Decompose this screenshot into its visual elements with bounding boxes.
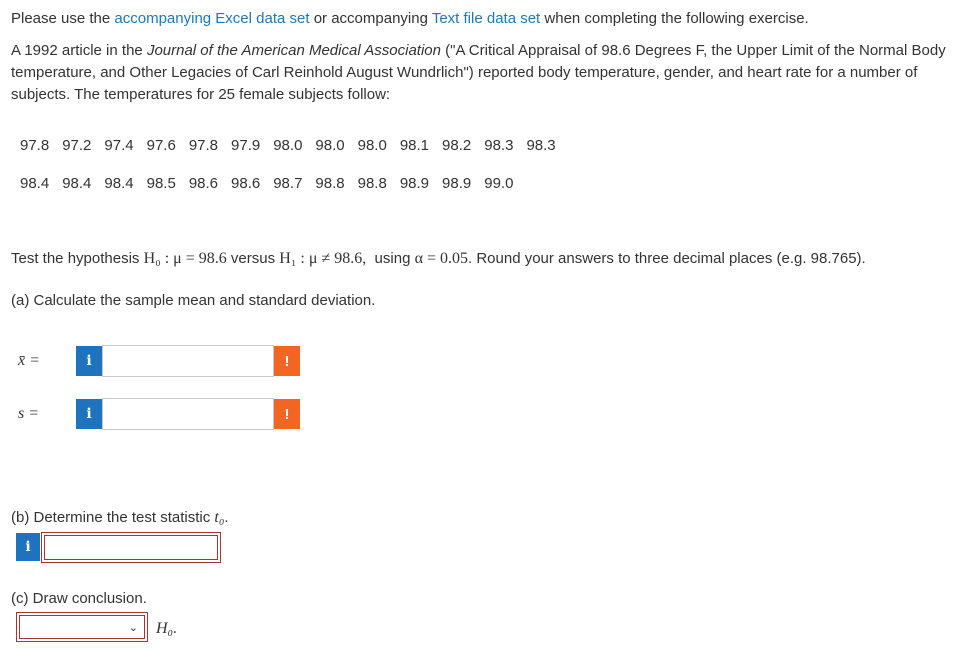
temperature-value: 98.0 [357,137,387,154]
conclusion-select-frame [16,612,148,642]
temperature-value: 98.0 [315,137,345,154]
t0-input-frame [41,532,221,563]
info-icon[interactable]: i [76,346,102,376]
t0-input[interactable] [44,535,218,560]
null-hypothesis: H₀ : μ = 98.6 [143,250,227,267]
alpha-value: α = 0.05 [414,250,468,267]
data-row-2 [20,175,526,192]
text-file-link[interactable]: Text file data set [431,10,541,27]
temperature-value: 97.9 [231,137,261,154]
temperature-value: 97.8 [188,137,219,154]
temperature-value: 98.3 [526,137,556,154]
warning-icon: ! [274,399,300,429]
temperature-value: 98.6 [231,175,261,192]
intro-post: when completing the following exercise. [540,10,809,27]
temperature-value: 98.4 [104,175,134,192]
t0-symbol: t₀ [214,509,225,526]
hypothesis-text [11,248,866,270]
xbar-input[interactable] [102,345,274,377]
part-b-question [11,509,229,527]
temperature-value: 98.3 [484,137,514,154]
s-label: s = [18,405,40,422]
data-row-1 [20,137,569,154]
temperature-value: 97.8 [20,137,50,154]
paragraph-pre: A 1992 article in the [11,42,147,59]
journal-name: Journal of the American Medical Association [146,42,441,59]
temperature-value: 98.5 [146,175,176,192]
info-icon[interactable]: i [76,399,102,429]
chevron-down-icon: ⌄ [128,622,138,634]
alt-hypothesis: H₁ : μ ≠ 98.6, [279,250,367,267]
paragraph-post: ("A Critical Appraisal of 98.6 Degrees F, the Upper Limit of the Normal Body temperature, and Other Legacies of Carl Reinhold August Wundrlich") reported body temperature, gender, and heart rate for a number of subjects. The temperatures for 25 female subjects follow: [11,42,946,103]
info-icon[interactable]: i [16,533,40,561]
hypothesis-using: using [366,250,415,267]
temperature-value: 98.7 [273,175,303,192]
temperature-value: 98.4 [20,175,50,192]
temperature-value: 98.8 [315,175,345,192]
temperature-value: 98.9 [442,175,472,192]
warning-icon: ! [274,346,300,376]
part-c-question: (c) Draw conclusion. [11,590,147,607]
temperature-value: 98.6 [188,175,219,192]
hypothesis-versus: versus [226,250,280,267]
temperature-value: 98.9 [399,175,430,192]
temperature-value: 98.2 [442,137,472,154]
h0-suffix: H₀. [156,620,178,637]
part-b-pre: (b) Determine the test statistic [11,509,215,526]
temperature-value: 98.4 [62,175,92,192]
intro-text [11,8,951,30]
xbar-label: x̄ = [18,352,40,369]
part-a-question: (a) Calculate the sample mean and standard deviation. [11,292,376,309]
excel-data-link[interactable]: accompanying Excel data set [114,10,310,27]
temperature-value: 97.2 [62,137,92,154]
hypothesis-post: . Round your answers to three decimal places (e.g. 98.765). [468,250,866,267]
intro-mid: or accompanying [309,10,432,27]
temperature-value: 99.0 [484,175,514,192]
hypothesis-pre: Test the hypothesis [11,250,144,267]
temperature-value: 98.0 [273,137,303,154]
temperature-value: 98.8 [357,175,387,192]
problem-paragraph [11,40,946,106]
temperature-value: 97.6 [146,137,176,154]
part-b-post: . [224,509,229,526]
s-input[interactable] [102,398,274,430]
temperature-value: 97.4 [104,137,134,154]
temperature-value: 98.1 [399,137,430,154]
conclusion-select[interactable] [19,615,145,639]
intro-pre: Please use the [11,10,115,27]
